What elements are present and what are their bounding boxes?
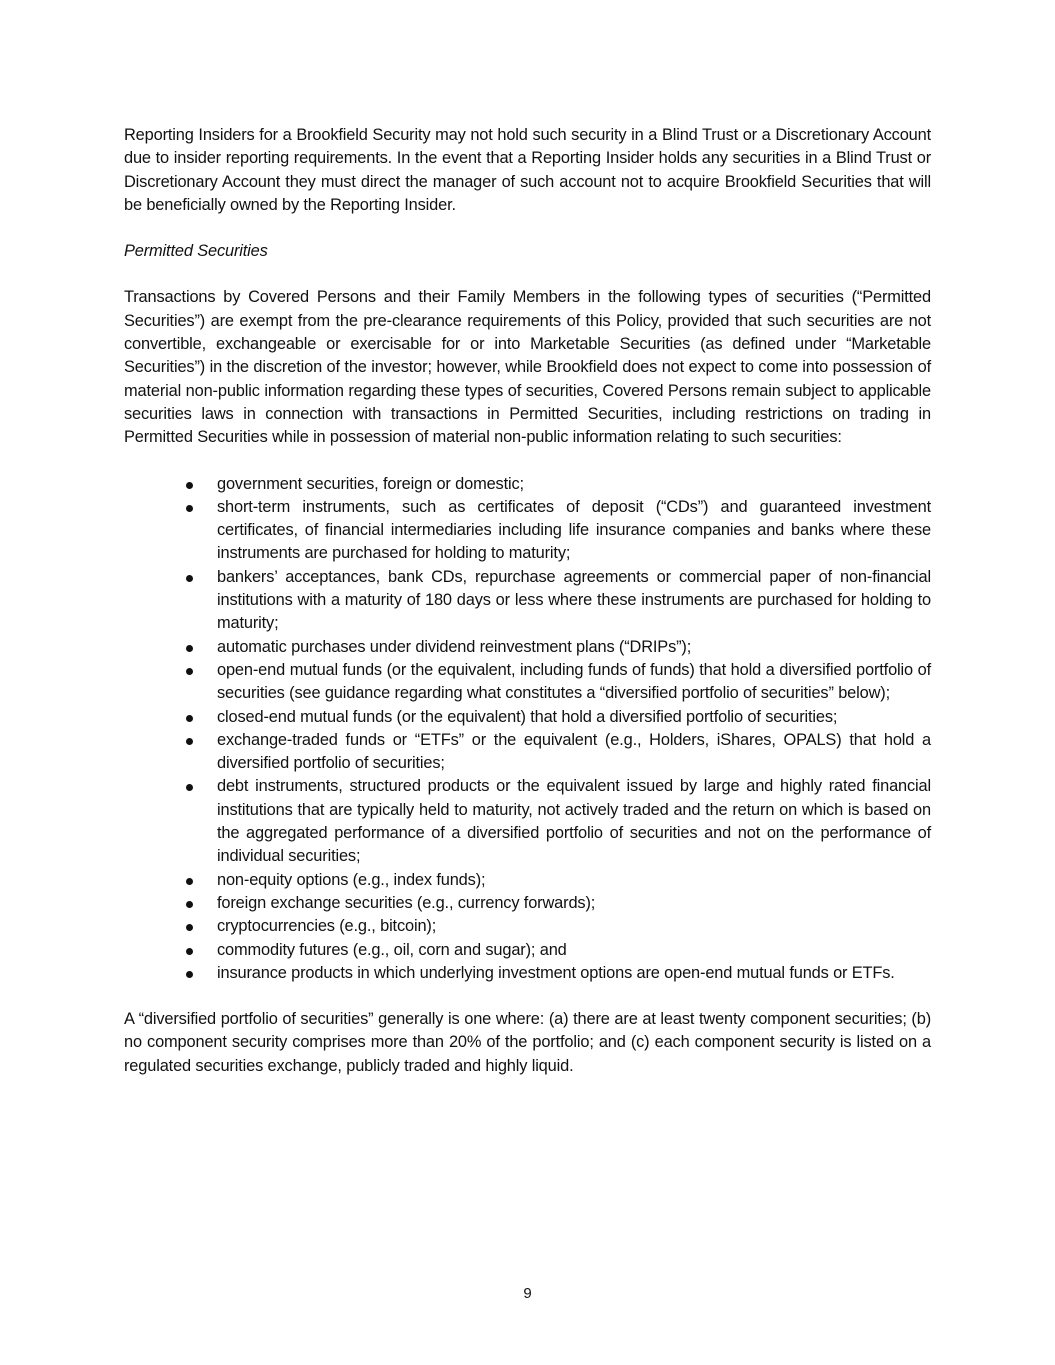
list-item: automatic purchases under dividend reinvestment plans (“DRIPs”); — [124, 636, 931, 659]
bullet-icon — [186, 645, 193, 652]
list-item: debt instruments, structured products or the equivalent issued by large and highly rated financial institutions that are typically held to maturity, not actively traded and the return on which is based on the aggregated performance of a diversified portfolio of securities and not on the performance of individual securities; — [124, 775, 931, 868]
permitted-securities-paragraph: Transactions by Covered Persons and their Family Members in the following types of securities (“Permitted Securities”) are exempt from the pre-clearance requirements of this Policy, provided that such securities are not convertible, exchangeable or exercisable for or into Marketable Securities (as defined under “Marketable Securities”) in the discretion of the investor; however, while Brookfield does not expect to come into possession of material non-public information regarding these types of securities, Covered Persons remain subject to applicable securities laws in connection with transactions in Permitted Securities, including restrictions on trading in Permitted Securities while in possession of material non-public information relating to such securities: — [124, 288, 931, 447]
bullet-icon — [186, 715, 193, 722]
diversified-portfolio-paragraph: A “diversified portfolio of securities” generally is one where: (a) there are at least twenty component securities; (b) no component security comprises more than 20% of the portfolio; and (c) each component security is listed on a regulated securities exchange, publicly traded and highly liquid. — [124, 1010, 931, 1075]
list-item: bankers’ acceptances, bank CDs, repurchase agreements or commercial paper of non-financial institutions with a maturity of 180 days or less where these instruments are purchased for holding to maturity; — [124, 566, 931, 636]
section-heading: Permitted Securities — [124, 242, 268, 261]
intro-paragraph: Reporting Insiders for a Brookfield Security may not hold such security in a Blind Trust or a Discretionary Account due to insider reporting requirements. In the event that a Reporting Insider holds any securities in a Blind Trust or Discretionary Account they must direct the manager of such account not to acquire Brookfield Securities that will be beneficially owned by the Reporting Insider. — [124, 126, 931, 214]
bullet-icon — [186, 971, 193, 978]
permitted-securities-list — [124, 473, 931, 986]
bullet-icon — [186, 505, 193, 512]
bullet-icon — [186, 482, 193, 489]
document-page — [124, 124, 931, 1078]
bullet-icon — [186, 948, 193, 955]
list-item: non-equity options (e.g., index funds); — [124, 869, 931, 892]
bullet-icon — [186, 738, 193, 745]
list-item: cryptocurrencies (e.g., bitcoin); — [124, 915, 931, 938]
list-item: commodity futures (e.g., oil, corn and sugar); and — [124, 939, 931, 962]
list-item: closed-end mutual funds (or the equivalent) that hold a diversified portfolio of securities; — [124, 706, 931, 729]
list-item: government securities, foreign or domestic; — [124, 473, 931, 496]
bullet-icon — [186, 575, 193, 582]
bullet-icon — [186, 924, 193, 931]
list-item: open-end mutual funds (or the equivalent, including funds of funds) that hold a diversified portfolio of securities (see guidance regarding what constitutes a “diversified portfolio of securities” below); — [124, 659, 931, 706]
list-item: foreign exchange securities (e.g., currency forwards); — [124, 892, 931, 915]
list-item: short-term instruments, such as certificates of deposit (“CDs”) and guaranteed investment certificates, of financial intermediaries including life insurance companies and banks where these instruments are purchased for holding to maturity; — [124, 496, 931, 566]
bullet-icon — [186, 878, 193, 885]
list-item: insurance products in which underlying investment options are open-end mutual funds or ETFs. — [124, 962, 931, 985]
page-number: 9 — [523, 1285, 532, 1302]
list-item: exchange-traded funds or “ETFs” or the equivalent (e.g., Holders, iShares, OPALS) that hold a diversified portfolio of securities; — [124, 729, 931, 776]
bullet-icon — [186, 784, 193, 791]
bullet-icon — [186, 901, 193, 908]
bullet-icon — [186, 668, 193, 675]
